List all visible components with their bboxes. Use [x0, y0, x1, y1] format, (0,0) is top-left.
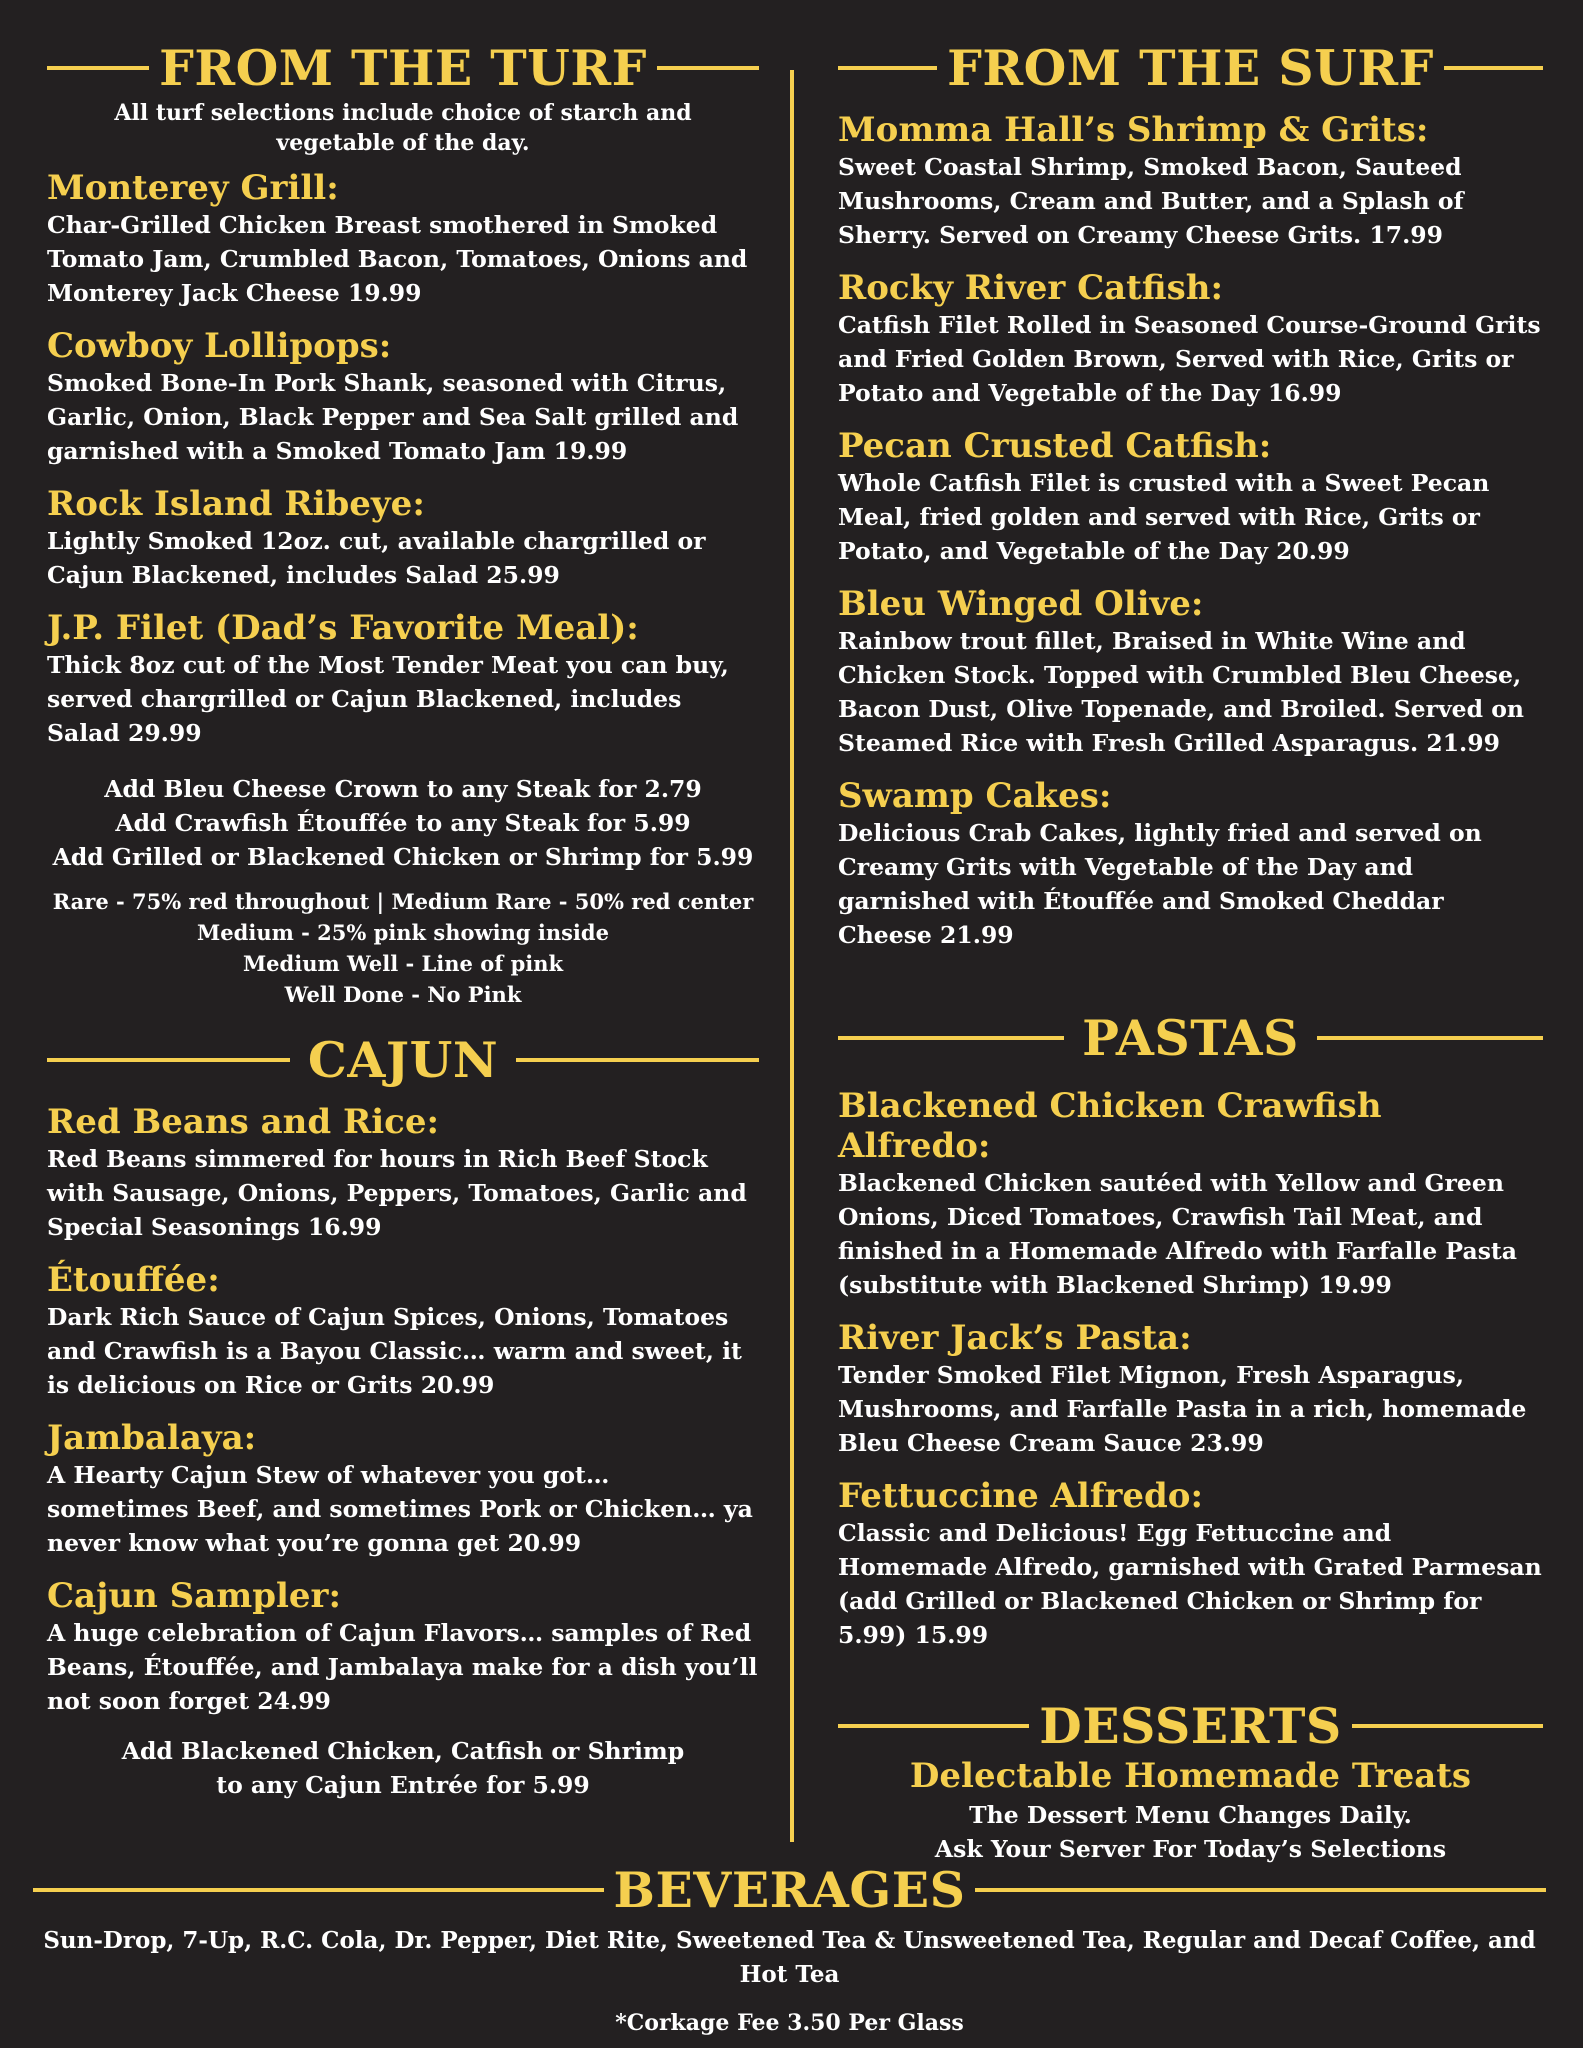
- item-name: Swamp Cakes:: [838, 776, 1112, 816]
- item-name: Étouffée:: [47, 1260, 220, 1300]
- right-column: [838, 40, 1543, 1866]
- item-name: Rocky River Catfish:: [838, 268, 1224, 308]
- menu-item: [838, 1476, 1543, 1652]
- item-description: Tender Smoked Filet Mignon, Fresh Asparagus, Mushrooms, and Farfalle Pasta in a rich, homemade Bleu Cheese Cream Sauce 23.99: [838, 1361, 1527, 1457]
- column-divider: [790, 70, 794, 1842]
- header-rule: [1444, 66, 1543, 70]
- menu-item: [47, 1102, 759, 1244]
- item-description: Whole Catfish Filet is crusted with a Sweet Pecan Meal, fried golden and served with Rice, Grits or Potato, and Vegetable of the Day 20.99: [838, 469, 1490, 565]
- spacer: [838, 96, 1543, 110]
- item-name: Momma Hall’s Shrimp & Grits:: [838, 110, 1429, 150]
- header-rule: [516, 1058, 759, 1062]
- turf-header: [47, 40, 759, 96]
- item-description: A huge celebration of Cajun Flavors… samples of Red Beans, Étouffée, and Jambalaya make for a dish you’ll not soon forget 24.99: [47, 1619, 758, 1715]
- beverages-title: BEVERAGES: [613, 1861, 966, 1919]
- menu-item: [47, 168, 759, 310]
- steak-addons: [47, 772, 759, 874]
- turf-title: FROM THE TURF: [159, 39, 647, 97]
- menu-item: [838, 426, 1543, 568]
- item-name: Cajun Sampler:: [47, 1576, 342, 1616]
- desserts-title: DESSERTS: [1039, 1697, 1342, 1755]
- pastas-title: PASTAS: [1082, 1009, 1299, 1067]
- left-column: [47, 40, 759, 1802]
- item-name: Fettuccine Alfredo:: [838, 1476, 1204, 1516]
- menu-item: [838, 776, 1543, 952]
- header-rule: [838, 66, 937, 70]
- cajun-addon: [47, 1734, 759, 1802]
- menu-item: [47, 1260, 759, 1402]
- item-name: Red Beans and Rice:: [47, 1102, 440, 1142]
- header-rule: [1352, 1724, 1543, 1728]
- desserts-line: Ask Your Server For Today’s Selections: [934, 1835, 1447, 1863]
- desserts-subtitle: Delectable Homemade Treats: [909, 1756, 1472, 1796]
- menu-item: [838, 1318, 1543, 1460]
- addon-line: to any Cajun Entrée for 5.99: [216, 1771, 590, 1799]
- item-description: Red Beans simmered for hours in Rich Beef Stock with Sausage, Onions, Peppers, Tomatoes, Garlic and Special Seasonings 16.99: [47, 1145, 747, 1241]
- item-description: Thick 8oz cut of the Most Tender Meat you can buy, served chargrilled or Cajun Blackened, includes Salad 29.99: [47, 651, 729, 747]
- item-name: River Jack’s Pasta:: [838, 1318, 1192, 1358]
- addon-line: Add Bleu Cheese Crown to any Steak for 2.79: [104, 775, 702, 803]
- menu-item: [47, 1418, 759, 1560]
- header-rule: [47, 66, 149, 70]
- item-name: Cowboy Lollipops:: [47, 326, 392, 366]
- item-description: A Hearty Cajun Stew of whatever you got… sometimes Beef, and sometimes Pork or Chicken… ya never know what you’re gonna get 20.99: [47, 1461, 753, 1557]
- item-name: Bleu Winged Olive:: [838, 584, 1204, 624]
- doneness-line: Rare - 75% red throughout | Medium Rare - 50% red center: [52, 889, 754, 914]
- doneness-line: Medium - 25% pink showing inside: [197, 920, 609, 945]
- item-description: Catfish Filet Rolled in Seasoned Course-Ground Grits and Fried Golden Brown, Served with Rice, Grits or Potato and Vegetable of the Day 16.99: [838, 311, 1541, 407]
- addon-line: Add Crawfish Étouffée to any Steak for 5.99: [115, 809, 691, 837]
- beverages-list: Sun-Drop, 7-Up, R.C. Cola, Dr. Pepper, Diet Rite, Sweetened Tea & Unsweetened Tea, Regular and Decaf Coffee, and Hot Tea: [43, 1927, 1536, 1988]
- desserts-line: The Dessert Menu Changes Daily.: [969, 1801, 1412, 1829]
- beverages-header: [33, 1862, 1546, 1918]
- menu-item: [838, 1086, 1543, 1302]
- header-rule: [1317, 1036, 1543, 1040]
- doneness-line: Medium Well - Line of pink: [242, 951, 564, 976]
- desserts-header: [838, 1698, 1543, 1754]
- menu-item: [47, 1576, 759, 1718]
- header-rule: [838, 1036, 1064, 1040]
- item-description: Rainbow trout fillet, Braised in White Wine and Chicken Stock. Topped with Crumbled Bleu Cheese, Bacon Dust, Olive Topenade, and Broiled. Served on Steamed Rice with Fresh Grilled Asparagus. 21.99: [838, 627, 1524, 757]
- addon-line: Add Blackened Chicken, Catfish or Shrimp: [121, 1737, 685, 1765]
- menu-item: [838, 584, 1543, 760]
- header-rule: [657, 66, 759, 70]
- header-rule: [838, 1724, 1029, 1728]
- header-rule: [975, 1888, 1546, 1892]
- header-rule: [33, 1888, 604, 1892]
- item-description: Classic and Delicious! Egg Fettuccine and Homemade Alfredo, garnished with Grated Parmesan (add Grilled or Blackened Chicken or Shrimp for 5.99) 15.99: [838, 1519, 1542, 1649]
- menu-item: [838, 268, 1543, 410]
- item-name: Jambalaya:: [47, 1418, 257, 1458]
- item-description: Char-Grilled Chicken Breast smothered in Smoked Tomato Jam, Crumbled Bacon, Tomatoes, Onions and Monterey Jack Cheese 19.99: [47, 211, 748, 307]
- item-name: Monterey Grill:: [47, 168, 339, 208]
- item-description: Sweet Coastal Shrimp, Smoked Bacon, Sauteed Mushrooms, Cream and Butter, and a Splash of Sherry. Served on Creamy Cheese Grits. 17.99: [838, 153, 1464, 249]
- item-name: Pecan Crusted Catfish:: [838, 426, 1272, 466]
- doneness-line: Well Done - No Pink: [284, 982, 522, 1007]
- menu-item: [47, 608, 759, 750]
- menu-item: [47, 326, 759, 468]
- item-description: Delicious Crab Cakes, lightly fried and served on Creamy Grits with Vegetable of the Day and garnished with Étouffée and Smoked Cheddar Cheese 21.99: [838, 819, 1482, 949]
- header-rule: [47, 1058, 290, 1062]
- corkage-fee: *Corkage Fee 3.50 Per Glass: [615, 2010, 964, 2036]
- beverages-section: [33, 1862, 1546, 2038]
- surf-title: FROM THE SURF: [947, 39, 1434, 97]
- item-name: J.P. Filet (Dad’s Favorite Meal):: [47, 608, 639, 648]
- addon-line: Add Grilled or Blackened Chicken or Shrimp for 5.99: [52, 843, 754, 871]
- item-description: Smoked Bone-In Pork Shank, seasoned with Citrus, Garlic, Onion, Black Pepper and Sea Salt grilled and garnished with a Smoked Tomato Jam 19.99: [47, 369, 739, 465]
- item-description: Blackened Chicken sautéed with Yellow and Green Onions, Diced Tomatoes, Crawfish Tail Meat, and finished in a Homemade Alfredo with Farfalle Pasta (substitute with Blackened Shrimp) 19.99: [838, 1169, 1518, 1299]
- turf-note: All turf selections include choice of starch and vegetable of the day.: [114, 100, 692, 156]
- cajun-title: CAJUN: [307, 1031, 499, 1089]
- menu-item: [838, 110, 1543, 252]
- item-description: Lightly Smoked 12oz. cut, available chargrilled or Cajun Blackened, includes Salad 25.99: [47, 527, 706, 589]
- pastas-header: [838, 1010, 1543, 1066]
- menu-item: [47, 484, 759, 592]
- surf-header: [838, 40, 1543, 96]
- item-name: Blackened Chicken Crawfish Alfredo:: [838, 1086, 1382, 1166]
- item-description: Dark Rich Sauce of Cajun Spices, Onions, Tomatoes and Crawfish is a Bayou Classic… warm and sweet, it is delicious on Rice or Grits 20.99: [47, 1303, 742, 1399]
- item-name: Rock Island Ribeye:: [47, 484, 425, 524]
- cajun-header: [47, 1032, 759, 1088]
- doneness-guide: [47, 886, 759, 1010]
